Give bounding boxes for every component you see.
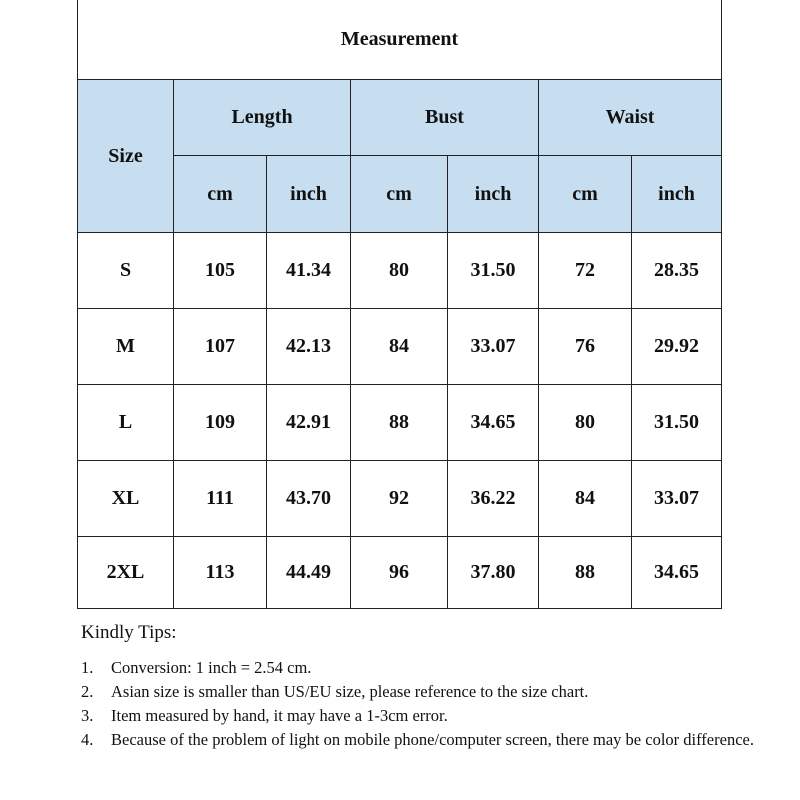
value-cell: 31.50 xyxy=(632,385,722,461)
size-cell: M xyxy=(78,309,174,385)
value-cell: 92 xyxy=(351,461,448,537)
size-cell: XL xyxy=(78,461,174,537)
value-cell: 84 xyxy=(539,461,632,537)
bust-header: Bust xyxy=(351,80,539,156)
value-cell: 42.91 xyxy=(267,385,351,461)
value-cell: 88 xyxy=(539,537,632,609)
value-cell: 33.07 xyxy=(632,461,722,537)
value-cell: 109 xyxy=(174,385,267,461)
tip-text: Item measured by hand, it may have a 1-3cm error. xyxy=(111,706,448,725)
table-title: Measurement xyxy=(78,0,722,80)
unit-header: cm xyxy=(539,156,632,233)
value-cell: 84 xyxy=(351,309,448,385)
table-row xyxy=(78,537,722,609)
tip-number: 3. xyxy=(81,706,94,725)
tip-item xyxy=(81,728,791,752)
value-cell: 42.13 xyxy=(267,309,351,385)
size-chart-table xyxy=(77,0,722,609)
value-cell: 96 xyxy=(351,537,448,609)
value-cell: 33.07 xyxy=(448,309,539,385)
size-header: Size xyxy=(78,80,174,233)
tip-number: 1. xyxy=(81,658,94,677)
table-row xyxy=(78,233,722,309)
waist-header: Waist xyxy=(539,80,722,156)
value-cell: 37.80 xyxy=(448,537,539,609)
unit-header: cm xyxy=(351,156,448,233)
table-row xyxy=(78,309,722,385)
tip-text: Because of the problem of light on mobile phone/computer screen, there may be color difference. xyxy=(111,730,754,749)
size-cell: S xyxy=(78,233,174,309)
tips-title: Kindly Tips: xyxy=(81,622,177,643)
tip-item xyxy=(81,704,791,728)
tip-item xyxy=(81,656,791,680)
value-cell: 34.65 xyxy=(632,537,722,609)
value-cell: 43.70 xyxy=(267,461,351,537)
value-cell: 107 xyxy=(174,309,267,385)
size-cell: L xyxy=(78,385,174,461)
value-cell: 41.34 xyxy=(267,233,351,309)
value-cell: 113 xyxy=(174,537,267,609)
tip-number: 2. xyxy=(81,682,94,701)
table-row xyxy=(78,385,722,461)
unit-header: inch xyxy=(267,156,351,233)
unit-header: inch xyxy=(448,156,539,233)
value-cell: 76 xyxy=(539,309,632,385)
unit-header: inch xyxy=(632,156,722,233)
value-cell: 111 xyxy=(174,461,267,537)
value-cell: 105 xyxy=(174,233,267,309)
tip-text: Asian size is smaller than US/EU size, please reference to the size chart. xyxy=(111,682,589,701)
table-row xyxy=(78,461,722,537)
length-header: Length xyxy=(174,80,351,156)
value-cell: 88 xyxy=(351,385,448,461)
value-cell: 36.22 xyxy=(448,461,539,537)
value-cell: 29.92 xyxy=(632,309,722,385)
value-cell: 31.50 xyxy=(448,233,539,309)
value-cell: 44.49 xyxy=(267,537,351,609)
unit-header: cm xyxy=(174,156,267,233)
kindly-tips xyxy=(81,622,791,752)
value-cell: 72 xyxy=(539,233,632,309)
value-cell: 80 xyxy=(351,233,448,309)
size-cell: 2XL xyxy=(78,537,174,609)
tips-list xyxy=(81,656,791,752)
value-cell: 28.35 xyxy=(632,233,722,309)
tip-text: Conversion: 1 inch = 2.54 cm. xyxy=(111,658,312,677)
tip-number: 4. xyxy=(81,730,94,749)
tip-item xyxy=(81,680,791,704)
value-cell: 80 xyxy=(539,385,632,461)
value-cell: 34.65 xyxy=(448,385,539,461)
